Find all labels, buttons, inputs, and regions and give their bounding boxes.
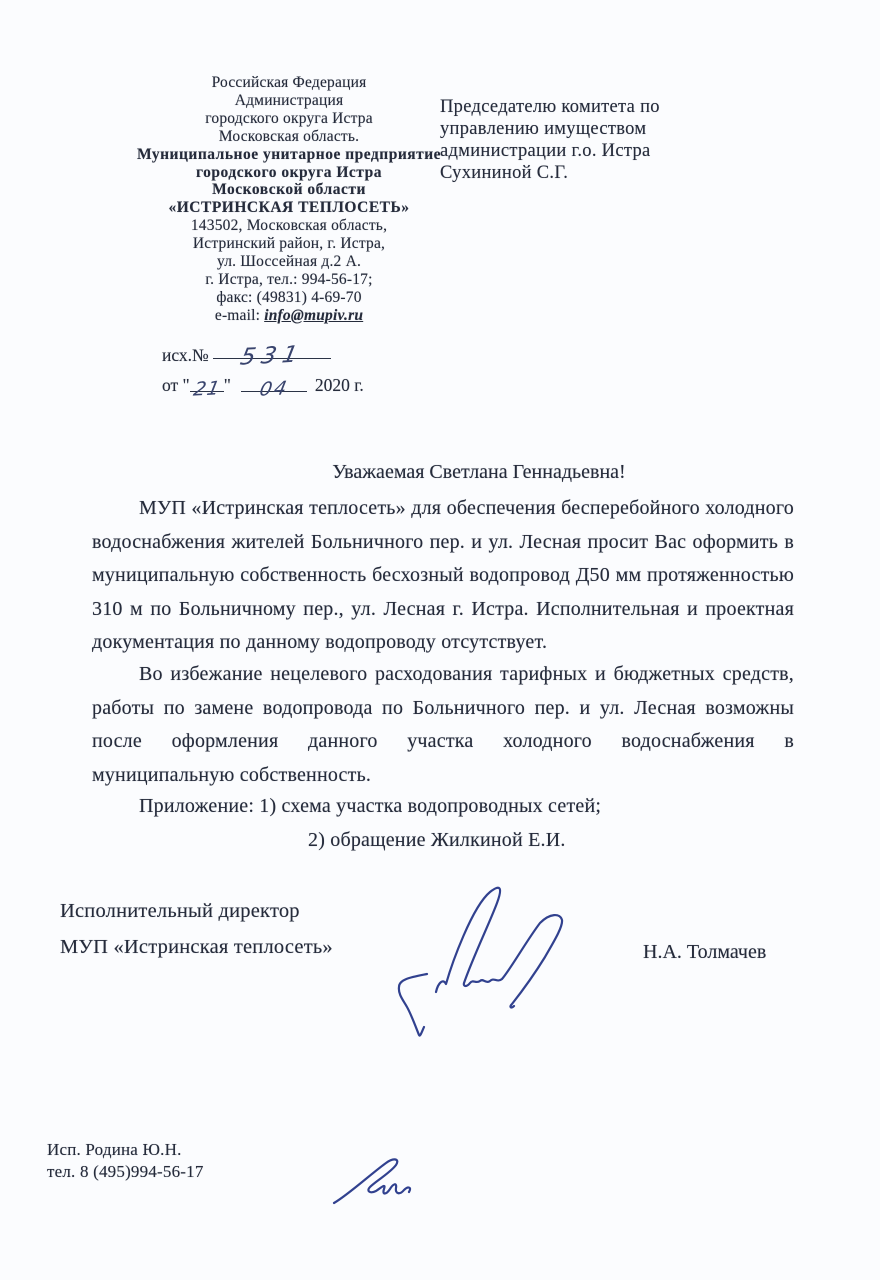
executor-phone: тел. 8 (495)994-56-17 <box>47 1162 204 1181</box>
recipient-line: администрации г.о. Истра <box>440 141 651 161</box>
recipient-name-line: Сухининой С.Г. <box>440 163 569 183</box>
recipient-line: управлению имуществом <box>440 119 647 139</box>
sender-org-name-line: Муниципальное унитарное предприятие <box>136 145 442 163</box>
executor-paraph-signature <box>320 1145 430 1225</box>
date-prefix: от " <box>162 375 190 395</box>
date-day-handwritten-value: 21 <box>191 377 223 401</box>
sender-line: Московская область. <box>218 127 360 145</box>
email-address: info@mupiv.ru <box>264 306 364 324</box>
outgoing-number-label: исх.№ <box>162 345 209 365</box>
sender-fax-line: факс: (49831) 4-69-70 <box>216 288 362 306</box>
attachment-line-1: Приложение: 1) схема участка водопроводных сетей; <box>139 795 602 817</box>
director-signature <box>380 860 640 1070</box>
signer-title-line-2: МУП «Истринская теплосеть» <box>60 936 333 958</box>
recipient-line: Председателю комитета по <box>440 97 660 117</box>
paragraph-justification: Во избежание нецелевого расходования тарифных и бюджетных средств, работы по замене водопровода по Больничного пер. и ул. Лесная возможны после оформления данного участка холодного водоснабжения в муниципальную собственность. <box>92 663 794 786</box>
sender-line: городского округа Истра <box>205 109 373 127</box>
date-month-handwritten-value: 04 <box>257 377 291 401</box>
sender-org-name-line: Московской области <box>212 181 366 199</box>
date-year: 2020 г. <box>314 375 364 395</box>
executor-name: Исп. Родина Ю.Н. <box>47 1140 182 1159</box>
outgoing-number-handwritten-value: 531 <box>237 341 306 371</box>
signer-title-line-1: Исполнительный директор <box>60 900 300 922</box>
sender-email-line <box>88 307 490 325</box>
sender-address-line: 143502, Московская область, <box>190 217 388 235</box>
attachment-line-2: 2) обращение Жилкиной Е.И. <box>308 829 566 851</box>
date-quote-close: " <box>223 375 231 395</box>
signer-name: Н.А. Толмачев <box>643 941 767 963</box>
sender-org-title-line: «ИСТРИНСКАЯ ТЕПЛОСЕТЬ» <box>168 199 410 217</box>
sender-letterhead <box>88 74 490 325</box>
salutation: Уважаемая Светлана Геннадьевна! <box>332 461 626 483</box>
sender-line: Российская Федерация <box>211 74 367 91</box>
paragraph-request: МУП «Истринская теплосеть» для обеспечения бесперебойного холодного водоснабжения жителей Больничного пер. и ул. Лесная просит Вас оформить в муниципальную собственность бесхозный водопровод Д50 мм протяженностью 310 м по Больничному пер., ул. Лесная г. Истра. Исполнительная и проектная документация по данному водопроводу отсутствует. <box>92 497 794 653</box>
sender-phone-line: г. Истра, тел.: 994-56-17; <box>205 270 373 288</box>
email-label: e-mail: <box>214 306 265 324</box>
sender-address-line: ул. Шоссейная д.2 А. <box>216 253 362 271</box>
letter-date-line <box>162 374 364 401</box>
recipient-block <box>440 96 770 184</box>
date-day-field <box>190 374 224 401</box>
outgoing-number-line <box>162 341 331 371</box>
outgoing-number-field <box>213 341 331 371</box>
sender-address-line: Истринский район, г. Истра, <box>192 235 386 253</box>
sender-org-name-line: городского округа Истра <box>196 163 382 181</box>
sender-line: Администрация <box>234 91 344 109</box>
date-month-field <box>241 374 307 401</box>
